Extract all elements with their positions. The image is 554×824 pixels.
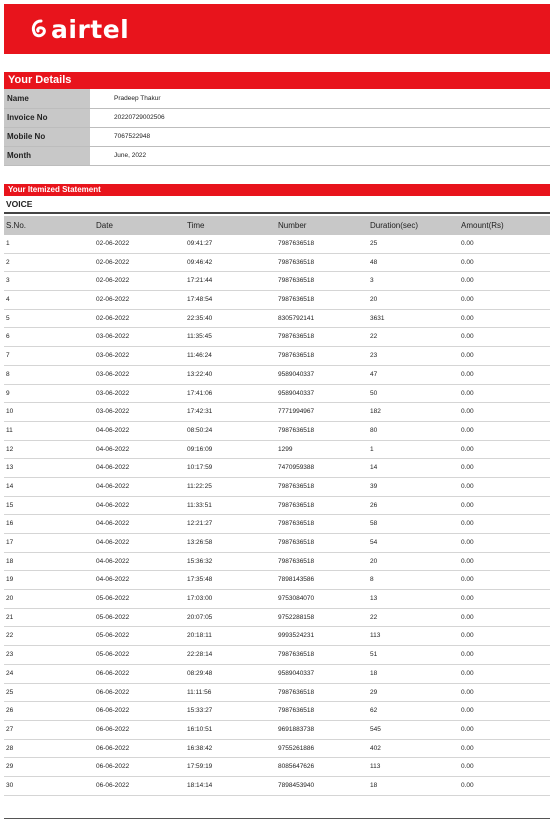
- cell-time: 09:41:27: [187, 240, 213, 247]
- cell-number: 7898453940: [278, 781, 315, 789]
- table-row: [4, 385, 550, 404]
- cell-amount: 0.00: [461, 744, 474, 752]
- cell-amount: 0.00: [461, 277, 474, 285]
- cell-amount: 0.00: [461, 333, 474, 341]
- header-number: Number: [278, 221, 307, 230]
- cell-time: 12:21:27: [187, 520, 213, 528]
- cell-amount: 0.00: [461, 557, 474, 565]
- voice-section-title: VOICE: [6, 199, 33, 209]
- table-row: [4, 758, 550, 777]
- cell-date: 04-06-2022: [96, 445, 130, 453]
- cell-time: 15:36:32: [187, 557, 213, 565]
- details-table: [4, 89, 550, 166]
- cell-time: 20:18:11: [187, 632, 212, 640]
- cell-duration: 25: [370, 240, 378, 247]
- cell-amount: 0.00: [461, 539, 474, 546]
- details-value: 7067522948: [114, 133, 151, 140]
- details-row: [4, 127, 550, 146]
- cell-duration: 50: [370, 389, 378, 397]
- cell-time: 08:50:24: [187, 426, 213, 434]
- details-label: Mobile No: [4, 127, 90, 146]
- cell-sno: 6: [6, 333, 10, 341]
- cell-time: 11:11:56: [187, 688, 212, 696]
- cell-date: 04-06-2022: [96, 576, 130, 584]
- cell-date: 04-06-2022: [96, 539, 130, 546]
- cell-time: 17:48:54: [187, 296, 213, 304]
- cell-number: 7470959388: [278, 464, 315, 472]
- cell-date: 02-06-2022: [96, 240, 130, 247]
- cell-amount: 0.00: [461, 240, 474, 247]
- cell-duration: 1: [370, 445, 374, 453]
- cell-duration: 48: [370, 258, 378, 266]
- cell-date: 03-06-2022: [96, 352, 130, 360]
- cell-date: 04-06-2022: [96, 426, 130, 434]
- calls-table-header: [4, 216, 550, 235]
- cell-time: 17:42:31: [187, 408, 213, 416]
- table-row: [4, 291, 550, 310]
- details-value: June, 2022: [114, 152, 147, 159]
- cell-amount: 0.00: [461, 389, 474, 397]
- cell-amount: 0.00: [461, 426, 474, 434]
- table-row: [4, 571, 550, 590]
- cell-date: 05-06-2022: [96, 632, 130, 640]
- cell-sno: 18: [6, 557, 14, 565]
- cell-sno: 26: [6, 707, 14, 715]
- cell-time: 16:10:51: [187, 725, 213, 733]
- cell-time: 17:21:44: [187, 277, 213, 285]
- cell-date: 03-06-2022: [96, 370, 130, 378]
- cell-amount: 0.00: [461, 707, 474, 715]
- cell-duration: 113: [370, 632, 381, 640]
- cell-date: 03-06-2022: [96, 408, 130, 416]
- cell-date: 06-06-2022: [96, 781, 130, 789]
- cell-time: 15:33:27: [187, 707, 213, 715]
- cell-date: 06-06-2022: [96, 669, 130, 677]
- table-row: [4, 777, 550, 796]
- cell-duration: 20: [370, 557, 378, 565]
- cell-duration: 26: [370, 501, 378, 509]
- cell-amount: 0.00: [461, 520, 474, 528]
- cell-amount: 0.00: [461, 501, 474, 509]
- cell-date: 04-06-2022: [96, 520, 130, 528]
- cell-sno: 14: [6, 482, 14, 490]
- details-row: [4, 108, 550, 127]
- cell-date: 06-06-2022: [96, 725, 130, 733]
- cell-duration: 54: [370, 539, 378, 546]
- cell-time: 10:17:59: [187, 464, 213, 472]
- table-row: [4, 609, 550, 628]
- details-label: Invoice No: [4, 108, 90, 127]
- airtel-logo: [30, 14, 129, 44]
- cell-number: 7987636518: [278, 688, 315, 696]
- cell-sno: 10: [6, 408, 14, 416]
- details-row: [4, 89, 550, 108]
- cell-time: 17:59:19: [187, 763, 213, 771]
- cell-date: 06-06-2022: [96, 707, 130, 715]
- cell-sno: 7: [6, 352, 10, 360]
- table-row: [4, 328, 550, 347]
- cell-number: 7987636518: [278, 333, 315, 341]
- cell-duration: 18: [370, 669, 378, 677]
- cell-sno: 30: [6, 781, 14, 789]
- cell-sno: 9: [6, 389, 10, 397]
- airtel-swirl-icon: [30, 18, 48, 40]
- cell-duration: 23: [370, 352, 378, 360]
- cell-sno: 12: [6, 445, 14, 453]
- cell-duration: 3: [370, 277, 374, 285]
- cell-sno: 21: [6, 613, 14, 621]
- table-row: [4, 459, 550, 478]
- table-row: [4, 235, 550, 254]
- cell-duration: 402: [370, 744, 381, 752]
- cell-duration: 545: [370, 725, 381, 733]
- cell-duration: 62: [370, 707, 378, 715]
- table-row: [4, 403, 550, 422]
- cell-number: 7987636518: [278, 240, 315, 247]
- brand-name: airtel: [51, 14, 130, 44]
- cell-time: 18:14:14: [187, 781, 213, 789]
- cell-sno: 8: [6, 370, 10, 378]
- cell-amount: 0.00: [461, 576, 474, 584]
- cell-time: 22:35:40: [187, 314, 213, 322]
- cell-amount: 0.00: [461, 258, 474, 266]
- cell-sno: 13: [6, 464, 14, 472]
- cell-amount: 0.00: [461, 314, 474, 322]
- cell-duration: 47: [370, 370, 378, 378]
- header-duration: Duration(sec): [370, 221, 419, 230]
- cell-time: 22:28:14: [187, 651, 213, 659]
- cell-time: 11:33:51: [187, 501, 212, 509]
- table-row: [4, 497, 550, 516]
- cell-amount: 0.00: [461, 632, 474, 640]
- table-row: [4, 478, 550, 497]
- cell-amount: 0.00: [461, 669, 474, 677]
- cell-sno: 27: [6, 725, 14, 733]
- cell-sno: 4: [6, 296, 10, 304]
- cell-number: 7771994967: [278, 408, 315, 416]
- cell-amount: 0.00: [461, 781, 474, 789]
- calls-table-body: [4, 235, 550, 796]
- cell-time: 09:46:42: [187, 258, 213, 266]
- cell-date: 05-06-2022: [96, 595, 130, 603]
- details-value: 20220729002506: [114, 114, 165, 121]
- cell-sno: 23: [6, 651, 14, 659]
- cell-amount: 0.00: [461, 613, 474, 621]
- cell-sno: 24: [6, 669, 14, 677]
- cell-number: 9755261886: [278, 744, 315, 752]
- cell-date: 06-06-2022: [96, 688, 130, 696]
- cell-time: 11:22:25: [187, 482, 212, 490]
- cell-time: 09:16:09: [187, 445, 213, 453]
- table-row: [4, 590, 550, 609]
- cell-date: 06-06-2022: [96, 744, 130, 752]
- cell-date: 03-06-2022: [96, 333, 130, 341]
- cell-amount: 0.00: [461, 688, 474, 696]
- cell-sno: 1: [6, 240, 10, 247]
- cell-sno: 28: [6, 744, 14, 752]
- cell-duration: 80: [370, 426, 378, 434]
- cell-amount: 0.00: [461, 595, 474, 603]
- cell-date: 04-06-2022: [96, 464, 130, 472]
- cell-date: 02-06-2022: [96, 258, 130, 266]
- header-amount: Amount(Rs): [461, 221, 504, 230]
- cell-amount: 0.00: [461, 482, 474, 490]
- cell-sno: 22: [6, 632, 14, 640]
- cell-date: 02-06-2022: [96, 277, 130, 285]
- cell-date: 06-06-2022: [96, 763, 130, 771]
- cell-date: 05-06-2022: [96, 651, 130, 659]
- table-row: [4, 254, 550, 273]
- cell-time: 17:41:06: [187, 389, 213, 397]
- cell-number: 7987636518: [278, 482, 315, 490]
- voice-divider: [4, 212, 550, 214]
- cell-number: 9589040337: [278, 370, 315, 378]
- cell-amount: 0.00: [461, 464, 474, 472]
- cell-amount: 0.00: [461, 725, 474, 733]
- table-row: [4, 646, 550, 665]
- cell-sno: 5: [6, 314, 10, 322]
- cell-duration: 20: [370, 296, 378, 304]
- cell-number: 8305792141: [278, 314, 315, 322]
- cell-date: 04-06-2022: [96, 557, 130, 565]
- cell-amount: 0.00: [461, 370, 474, 378]
- cell-time: 08:29:48: [187, 669, 213, 677]
- table-row: [4, 515, 550, 534]
- details-row: [4, 146, 550, 165]
- cell-duration: 29: [370, 688, 378, 696]
- cell-date: 02-06-2022: [96, 296, 130, 304]
- cell-number: 8085647626: [278, 763, 315, 771]
- cell-number: 7987636518: [278, 520, 315, 528]
- cell-date: 04-06-2022: [96, 501, 130, 509]
- details-value: Pradeep Thakur: [114, 94, 161, 102]
- table-row: [4, 310, 550, 329]
- cell-date: 05-06-2022: [96, 613, 130, 621]
- your-details-title: Your Details: [4, 72, 550, 89]
- header-banner: [4, 4, 550, 54]
- cell-time: 17:03:00: [187, 595, 213, 603]
- cell-number: 7987636518: [278, 296, 315, 304]
- cell-time: 13:26:58: [187, 539, 213, 546]
- cell-amount: 0.00: [461, 651, 474, 659]
- cell-duration: 3631: [370, 314, 385, 322]
- table-row: [4, 366, 550, 385]
- cell-number: 7987636518: [278, 539, 315, 546]
- cell-number: 7987636518: [278, 277, 315, 285]
- cell-number: 7987636518: [278, 426, 315, 434]
- cell-sno: 20: [6, 595, 14, 603]
- table-row: [4, 740, 550, 759]
- cell-amount: 0.00: [461, 296, 474, 304]
- cell-time: 17:35:48: [187, 576, 213, 584]
- table-row: [4, 665, 550, 684]
- cell-amount: 0.00: [461, 408, 474, 416]
- cell-time: 16:38:42: [187, 744, 213, 752]
- cell-sno: 19: [6, 576, 14, 584]
- cell-duration: 13: [370, 595, 378, 603]
- header-sno: S.No.: [6, 221, 27, 230]
- cell-duration: 8: [370, 576, 374, 584]
- cell-sno: 11: [6, 426, 13, 434]
- cell-duration: 39: [370, 482, 378, 490]
- cell-time: 11:35:45: [187, 333, 212, 341]
- cell-number: 9993524231: [278, 632, 315, 640]
- table-row: [4, 422, 550, 441]
- table-row: [4, 702, 550, 721]
- cell-time: 20:07:05: [187, 613, 213, 621]
- table-row: [4, 627, 550, 646]
- cell-number: 7987636518: [278, 651, 315, 659]
- cell-number: 1299: [278, 445, 293, 453]
- cell-number: 7987636518: [278, 258, 315, 266]
- cell-duration: 51: [370, 651, 378, 659]
- table-row: [4, 553, 550, 572]
- cell-sno: 17: [6, 539, 14, 546]
- cell-date: 03-06-2022: [96, 389, 130, 397]
- cell-sno: 25: [6, 688, 14, 696]
- cell-duration: 113: [370, 763, 381, 771]
- cell-duration: 58: [370, 520, 378, 528]
- cell-sno: 2: [6, 258, 10, 266]
- cell-number: 9753084070: [278, 595, 315, 603]
- cell-sno: 29: [6, 763, 14, 771]
- cell-duration: 22: [370, 333, 378, 341]
- table-row: [4, 684, 550, 703]
- itemized-statement-title: Your Itemized Statement: [4, 184, 550, 196]
- cell-time: 13:22:40: [187, 370, 213, 378]
- table-row: [4, 441, 550, 460]
- cell-sno: 15: [6, 501, 14, 509]
- cell-amount: 0.00: [461, 763, 474, 771]
- cell-date: 04-06-2022: [96, 482, 130, 490]
- details-label: Name: [4, 89, 90, 108]
- cell-number: 9752288158: [278, 613, 315, 621]
- cell-sno: 16: [6, 520, 14, 528]
- cell-time: 11:46:24: [187, 352, 212, 360]
- cell-duration: 18: [370, 781, 378, 789]
- table-row: [4, 272, 550, 291]
- cell-amount: 0.00: [461, 445, 474, 453]
- table-row: [4, 347, 550, 366]
- cell-duration: 182: [370, 408, 381, 416]
- cell-duration: 14: [370, 464, 378, 472]
- cell-number: 7987636518: [278, 707, 315, 715]
- cell-date: 02-06-2022: [96, 314, 130, 322]
- cell-amount: 0.00: [461, 352, 474, 360]
- cell-number: 7898143586: [278, 576, 315, 584]
- header-date: Date: [96, 221, 113, 230]
- cell-number: 7987636518: [278, 557, 315, 565]
- cell-number: 7987636518: [278, 352, 315, 360]
- cell-sno: 3: [6, 277, 10, 285]
- cell-duration: 22: [370, 613, 378, 621]
- details-label: Month: [4, 146, 90, 165]
- cell-number: 9691883738: [278, 725, 315, 733]
- cell-number: 7987636518: [278, 501, 315, 509]
- cell-number: 9589040337: [278, 669, 315, 677]
- cell-number: 9589040337: [278, 389, 315, 397]
- table-row: [4, 534, 550, 553]
- table-row: [4, 721, 550, 740]
- footer-divider: [4, 818, 550, 819]
- header-time: Time: [187, 221, 205, 230]
